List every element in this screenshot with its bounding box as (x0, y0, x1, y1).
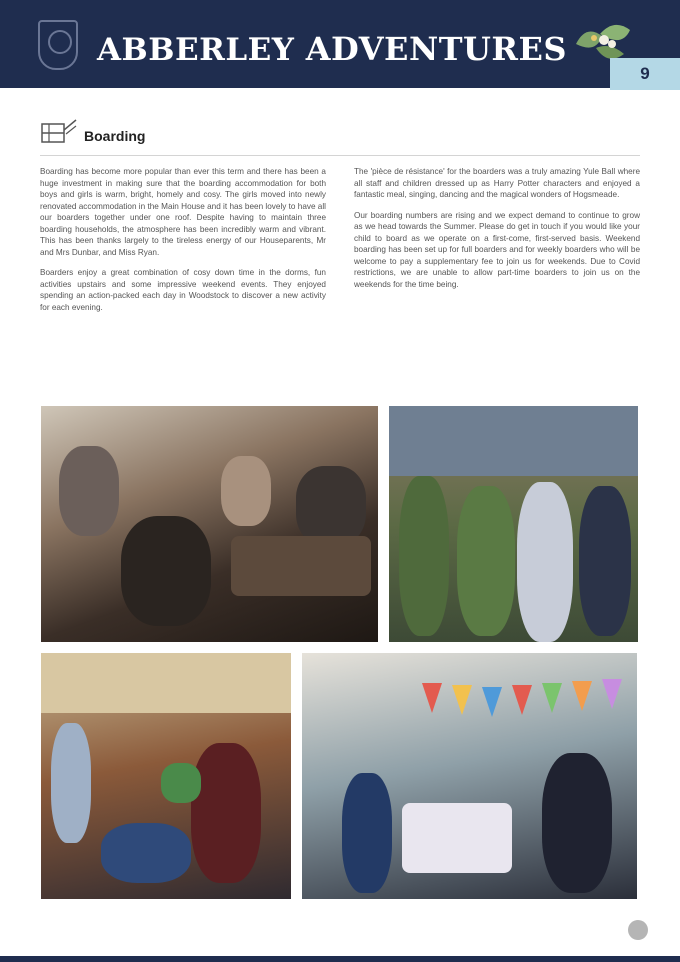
school-crest-icon (38, 20, 78, 70)
header-banner (0, 0, 680, 88)
article-paragraph: The 'pièce de résistance' for the boarders was a truly amazing Yule Ball where all staff and children dressed up as Harry Potter characters and enjoyed a fantastic meal, singing, dancing and the magical wonders of Hogsmeade. (354, 167, 640, 199)
page-corner-dot (628, 920, 648, 940)
article-paragraph: Boarding has become more popular than ever this term and there has been a huge investment in making sure that the boarding accommodation for both boys and girls is warm, bright, homely and cosy. The girls moved into newly renovated accommodation in the Main House and it has been lovely to have all our boarders together under one roof. Despite having to maintain three boarding households, the atmosphere has been incredibly warm and vibrant. This has been thanks largely to the tireless energy of our Houseparents, Mr and Mrs Dunbar, and Miss Ryan. (40, 167, 326, 257)
article-left-column (40, 166, 326, 322)
dorm-floor-activity-photo (41, 653, 291, 899)
magazine-title (97, 30, 567, 68)
boarders-watching-tv-photo (41, 406, 378, 642)
title-part1: ABBERLEY (97, 32, 295, 68)
section-title: Boarding (84, 128, 146, 144)
section-heading (40, 116, 640, 156)
title-part2: ADVENTURES (305, 30, 567, 68)
footer-bar (0, 956, 680, 962)
article-paragraph: Our boarding numbers are rising and we expect demand to continue to grow as we head towards the Summer. Please do get in touch if you would like your child to board as we operate on a first-come, first-served basis. Weekend boarding has been set up for full boarders and for weekly boarders who will be welcome to pay a supplementary fee to join us for weekends. Due to Covid restrictions, we are unable to allow part-time boarders to join us on the weekends for the time being. (354, 210, 640, 289)
article-right-column (354, 166, 640, 299)
bunk-bed-icon (40, 116, 78, 146)
harry-potter-costumes-photo (389, 406, 638, 642)
page-number: 9 (640, 64, 650, 83)
article-paragraph: Boarders enjoy a great combination of cosy down time in the dorms, fun activities upstairs and some impressive weekend events. They enjoyed spending an action-packed each day in Woodstock to discover a new activity for each evening. (40, 268, 326, 312)
dorm-bunting-party-photo (302, 653, 637, 899)
page-number-badge (610, 58, 680, 90)
